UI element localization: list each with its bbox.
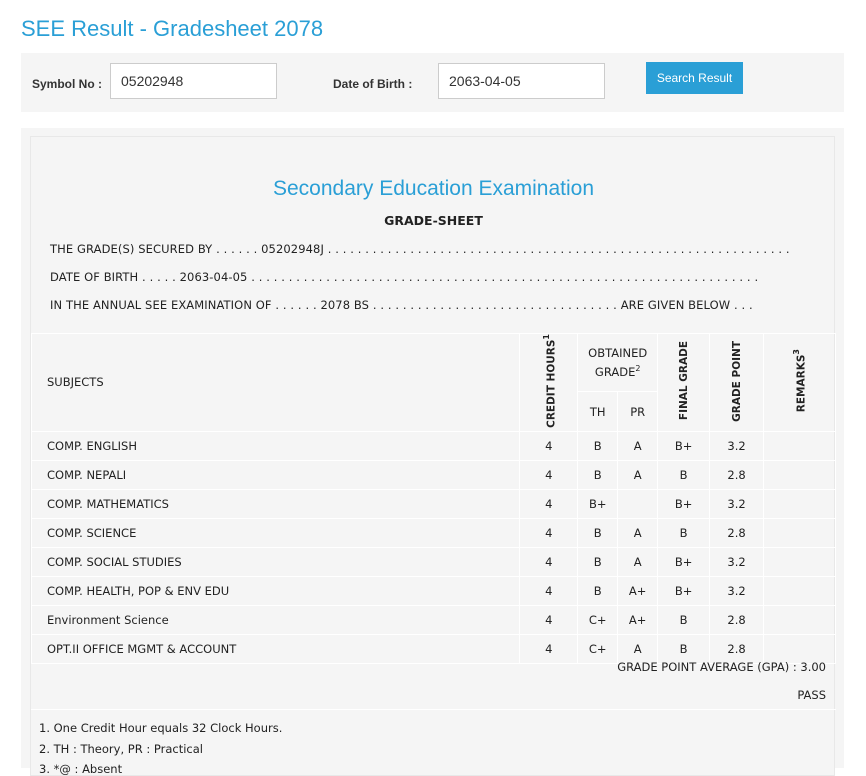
gradesheet	[30, 136, 835, 776]
remarks-cell	[764, 605, 836, 634]
th-header: TH	[578, 392, 618, 432]
th-cell: B	[578, 547, 618, 576]
subject-cell: COMP. SCIENCE	[32, 518, 520, 547]
th-cell: B	[578, 460, 618, 489]
credit-cell: 4	[520, 489, 578, 518]
table-row	[32, 547, 836, 576]
note-absent: 3. *@ : Absent	[39, 762, 123, 776]
pr-cell: A	[618, 518, 658, 547]
remarks-header: REMARKS$^3$	[764, 334, 836, 432]
search-result-button[interactable]: Search Result	[646, 62, 743, 94]
divider	[31, 709, 836, 710]
th-cell: B+	[578, 489, 618, 518]
table-row	[32, 576, 836, 605]
grade-point-cell: 2.8	[710, 605, 764, 634]
subject-cell: COMP. MATHEMATICS	[32, 489, 520, 518]
symbol-input[interactable]	[110, 63, 277, 99]
subject-cell: COMP. HEALTH, POP & ENV EDU	[32, 576, 520, 605]
credit-hours-header: CREDIT HOURS$^1$	[520, 334, 578, 432]
pr-cell: A	[618, 431, 658, 460]
grade-point-cell: 3.2	[710, 547, 764, 576]
remarks-cell	[764, 576, 836, 605]
final-grade-cell: B+	[658, 431, 710, 460]
final-grade-cell: B	[658, 634, 710, 663]
final-grade-cell: B	[658, 460, 710, 489]
table-row	[32, 518, 836, 547]
page-title: SEE Result - Gradesheet 2078	[21, 16, 324, 41]
final-grade-header: FINAL GRADE	[658, 334, 710, 432]
remarks-cell	[764, 460, 836, 489]
obtained-grade-header: OBTAINED GRADE$^2$	[578, 334, 658, 392]
pr-cell: A	[618, 634, 658, 663]
remarks-cell	[764, 547, 836, 576]
search-bar	[21, 53, 844, 112]
table-row	[32, 605, 836, 634]
credit-cell: 4	[520, 547, 578, 576]
grade-point-cell: 3.2	[710, 489, 764, 518]
grade-point-cell: 2.8	[710, 518, 764, 547]
grade-point-header: GRADE POINT	[710, 334, 764, 432]
gradesheet-title: GRADE-SHEET	[384, 213, 483, 228]
grade-point-cell: 2.8	[710, 460, 764, 489]
credit-cell: 4	[520, 576, 578, 605]
pr-cell: A+	[618, 576, 658, 605]
exam-title: Secondary Education Examination	[272, 177, 595, 200]
dob-input[interactable]	[438, 63, 605, 99]
dob-label: Date of Birth :	[333, 77, 413, 91]
final-grade-cell: B+	[658, 576, 710, 605]
remarks-cell	[764, 518, 836, 547]
pr-cell	[618, 489, 658, 518]
final-grade-cell: B	[658, 518, 710, 547]
remarks-cell	[764, 431, 836, 460]
table-row	[32, 460, 836, 489]
subject-cell: OPT.II OFFICE MGMT & ACCOUNT	[32, 634, 520, 663]
th-cell: B	[578, 576, 618, 605]
subject-cell: COMP. SOCIAL STUDIES	[32, 547, 520, 576]
subject-cell: Environment Science	[32, 605, 520, 634]
pr-header: PR	[618, 392, 658, 432]
subject-cell: COMP. NEPALI	[32, 460, 520, 489]
pr-cell: A	[618, 460, 658, 489]
pr-cell: A+	[618, 605, 658, 634]
result-status: PASS	[797, 688, 826, 702]
gradesheet-container	[21, 128, 844, 776]
th-cell: C+	[578, 605, 618, 634]
subjects-header: SUBJECTS	[32, 334, 520, 432]
credit-cell: 4	[520, 518, 578, 547]
final-grade-cell: B+	[658, 547, 710, 576]
secured-by-line: THE GRADE(S) SECURED BY . . . . . . 05202948J . . . . . . . . . . . . . . . . . . . . . . . . . . . . . . . . . . . . . . . . . . . . . . . . . . . . . . . . . . . . . .	[50, 242, 790, 256]
th-cell: C+	[578, 634, 618, 663]
gpa-line: GRADE POINT AVERAGE (GPA) : 3.00	[617, 660, 826, 674]
grades-table	[31, 333, 836, 664]
exam-line: IN THE ANNUAL SEE EXAMINATION OF . . . . . . 2078 BS . . . . . . . . . . . . . . . . . . . . . . . . . . . . . . . . . ARE GIVEN BELOW . . .	[50, 298, 753, 312]
table-row	[32, 489, 836, 518]
symbol-label: Symbol No :	[32, 77, 103, 91]
credit-cell: 4	[520, 431, 578, 460]
th-cell: B	[578, 431, 618, 460]
grade-point-cell: 3.2	[710, 576, 764, 605]
remarks-cell	[764, 489, 836, 518]
grade-point-cell: 2.8	[710, 634, 764, 663]
dob-line: DATE OF BIRTH . . . . . 2063-04-05 . . . . . . . . . . . . . . . . . . . . . . . . . . . . . . . . . . . . . . . . . . . . . . . . . . . . . . . . . . . . . . . . . . . .	[50, 270, 759, 284]
th-cell: B	[578, 518, 618, 547]
pr-cell: A	[618, 547, 658, 576]
final-grade-cell: B	[658, 605, 710, 634]
grade-point-cell: 3.2	[710, 431, 764, 460]
final-grade-cell: B+	[658, 489, 710, 518]
note-th-pr: 2. TH : Theory, PR : Practical	[39, 742, 203, 756]
credit-cell: 4	[520, 634, 578, 663]
subject-cell: COMP. ENGLISH	[32, 431, 520, 460]
note-credit-hour: 1. One Credit Hour equals 32 Clock Hours.	[39, 721, 283, 735]
credit-cell: 4	[520, 605, 578, 634]
table-row	[32, 431, 836, 460]
credit-cell: 4	[520, 460, 578, 489]
